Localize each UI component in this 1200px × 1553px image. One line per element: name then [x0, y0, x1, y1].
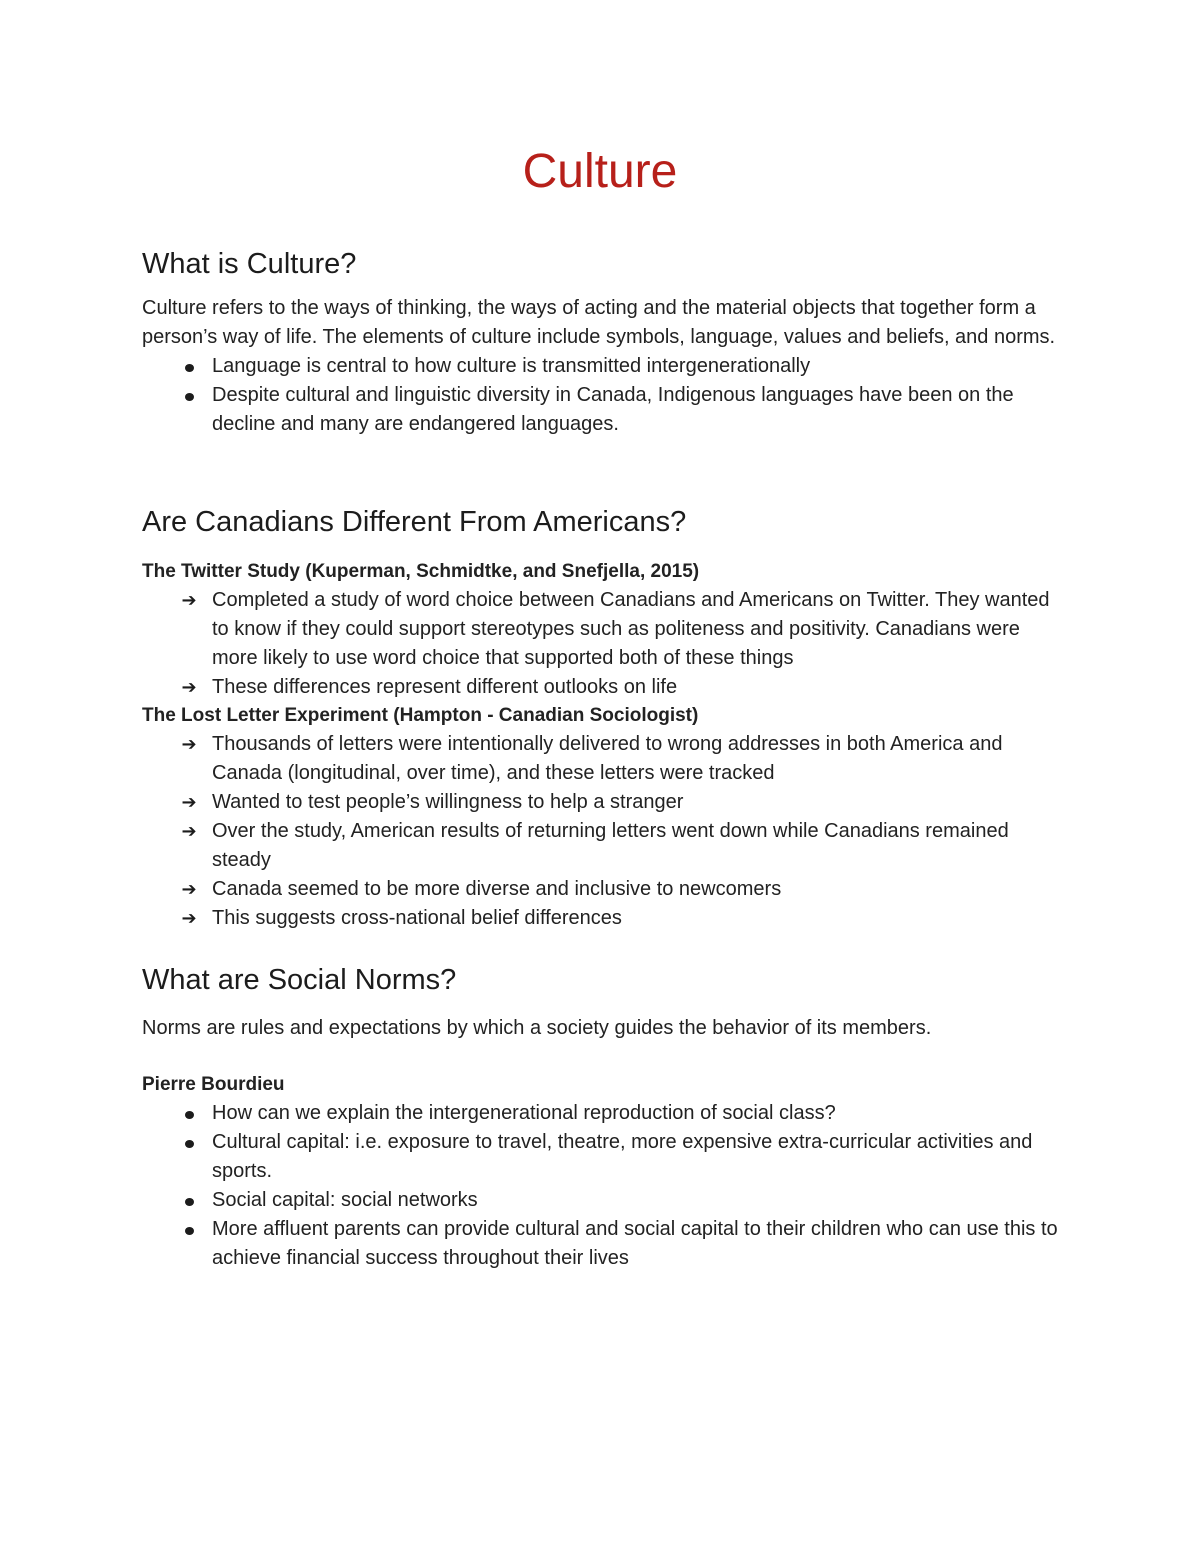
bullet-list [142, 1099, 1062, 1273]
bullet-list [142, 352, 1062, 439]
list-item: ➔ Completed a study of word choice between Canadians and Americans on Twitter. They wanted to know if they could support stereotypes such as politeness and positivity. Canadians were more likely to use word choice that supported both of these things [142, 586, 1062, 673]
arrow-list [142, 586, 1062, 702]
section-social-norms [142, 962, 1062, 1273]
list-item: Cultural capital: i.e. exposure to travel, theatre, more expensive extra-curricular activities and sports. [142, 1128, 1062, 1186]
list-item: ➔ This suggests cross-national belief differences [142, 904, 1062, 933]
bullet-icon [180, 1215, 198, 1244]
right-arrow-icon: ➔ [181, 879, 197, 899]
right-arrow-icon: ➔ [181, 821, 197, 841]
list-item: How can we explain the intergenerational reproduction of social class? [142, 1099, 1062, 1128]
list-item: Despite cultural and linguistic diversity in Canada, Indigenous languages have been on the decline and many are endangered languages. [142, 381, 1062, 439]
section-paragraph: Norms are rules and expectations by which a society guides the behavior of its members. [142, 1017, 932, 1039]
bullet-icon [180, 381, 198, 410]
list-item: ➔ Wanted to test people’s willingness to help a stranger [142, 788, 1062, 817]
section-canadians-vs-americans [142, 504, 1062, 933]
bullet-icon [180, 352, 198, 381]
list-item: More affluent parents can provide cultural and social capital to their children who can use this to achieve financial success throughout their lives [142, 1215, 1062, 1273]
section-heading: Are Canadians Different From Americans? [142, 506, 687, 538]
bullet-icon [180, 1128, 198, 1157]
document-title: Culture [522, 145, 678, 198]
right-arrow-icon: ➔ [181, 908, 197, 928]
list-item: ➔ Canada seemed to be more diverse and inclusive to newcomers [142, 875, 1062, 904]
right-arrow-icon: ➔ [181, 792, 197, 812]
list-item: ➔ Thousands of letters were intentionally delivered to wrong addresses in both America and Canada (longitudinal, over time), and these letters were tracked [142, 730, 1062, 788]
bullet-icon [180, 1099, 198, 1128]
study-title-twitter: The Twitter Study (Kuperman, Schmidtke, and Snefjella, 2015) [142, 561, 700, 582]
study-title-lost-letter: The Lost Letter Experiment (Hampton - Canadian Sociologist) [142, 705, 699, 726]
subheading-pierre-bourdieu: Pierre Bourdieu [142, 1074, 285, 1095]
list-item: Language is central to how culture is transmitted intergenerationally [142, 352, 1062, 381]
section-heading: What are Social Norms? [142, 964, 457, 996]
list-item: ➔ Over the study, American results of returning letters went down while Canadians remained steady [142, 817, 1062, 875]
right-arrow-icon: ➔ [181, 734, 197, 754]
section-heading: What is Culture? [142, 248, 357, 280]
list-item: ➔ These differences represent different outlooks on life [142, 673, 1062, 702]
section-paragraph: Culture refers to the ways of thinking, the ways of acting and the material objects that together form a person’s way of life. The elements of culture include symbols, language, values and beliefs, and norms. [142, 297, 1056, 348]
bullet-icon [180, 1186, 198, 1215]
section-what-is-culture [142, 246, 1062, 439]
right-arrow-icon: ➔ [181, 590, 197, 610]
right-arrow-icon: ➔ [181, 677, 197, 697]
arrow-list [142, 730, 1062, 933]
list-item: Social capital: social networks [142, 1186, 1062, 1215]
